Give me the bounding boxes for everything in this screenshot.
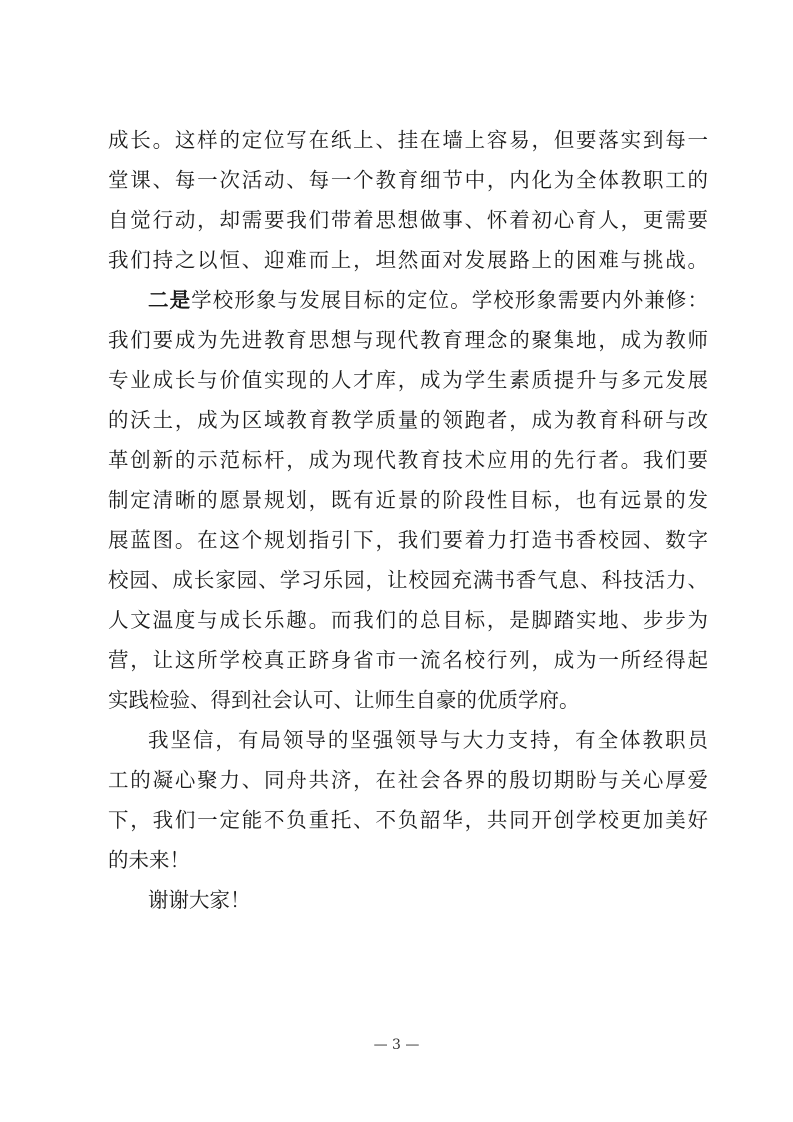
paragraph-2-line-11: 实践检验、得到社会认可、让师生自豪的优质学府。 — [108, 688, 580, 712]
paragraph-1-line-4: 我们持之以恒、迎难而上，坦然面对发展路上的困难与挑战。 — [108, 248, 708, 272]
paragraph-2-line-2: 我们要成为先进教育思想与现代教育理念的聚集地，成为教师 — [108, 328, 708, 352]
paragraph-2-line-6: 制定清晰的愿景规划，既有近景的阶段性目标，也有远景的发 — [108, 488, 708, 512]
paragraph-1-line-2: 堂课、每一次活动、每一个教育细节中，内化为全体教职工的 — [108, 168, 708, 192]
paragraph-2-first-rest: 学校形象与发展目标的定位。学校形象需要内外兼修： — [191, 288, 708, 312]
paragraph-3-line-2: 工的凝心聚力、同舟共济，在社会各界的殷切期盼与关心厚爱 — [108, 768, 708, 792]
paragraph-2-lead: 二是 — [148, 288, 192, 312]
paragraph-2-line-7: 展蓝图。在这个规划指引下，我们要着力打造书香校园、数字 — [108, 528, 708, 552]
paragraph-2-line-10: 营，让这所学校真正跻身省市一流名校行列，成为一所经得起 — [108, 648, 708, 672]
paragraph-2-line-9: 人文温度与成长乐趣。而我们的总目标，是脚踏实地、步步为 — [108, 608, 708, 632]
paragraph-2-line-8: 校园、成长家园、学习乐园，让校园充满书香气息、科技活力、 — [108, 568, 708, 592]
paragraph-1-line-1: 成长。这样的定位写在纸上、挂在墙上容易，但要落实到每一 — [108, 128, 708, 152]
paragraph-3-line-1: 我坚信，有局领导的坚强领导与大力支持，有全体教职员 — [148, 728, 708, 752]
paragraph-2-line-1 — [148, 280, 708, 320]
page-number: — 3 — — [373, 1037, 420, 1053]
paragraph-2-line-4: 的沃土，成为区域教育教学质量的领跑者，成为教育科研与改 — [108, 408, 708, 432]
paragraph-3-line-4: 的未来！ — [108, 848, 190, 872]
closing-line: 谢谢大家！ — [148, 888, 251, 912]
paragraph-2-line-5: 革创新的示范标杆，成为现代教育技术应用的先行者。我们要 — [108, 448, 708, 472]
paragraph-3-line-3: 下，我们一定能不负重托、不负韶华，共同开创学校更加美好 — [108, 808, 708, 832]
paragraph-2-line-3: 专业成长与价值实现的人才库，成为学生素质提升与多元发展 — [108, 368, 708, 392]
paragraph-1-line-3: 自觉行动，却需要我们带着思想做事、怀着初心育人，更需要 — [108, 208, 708, 232]
